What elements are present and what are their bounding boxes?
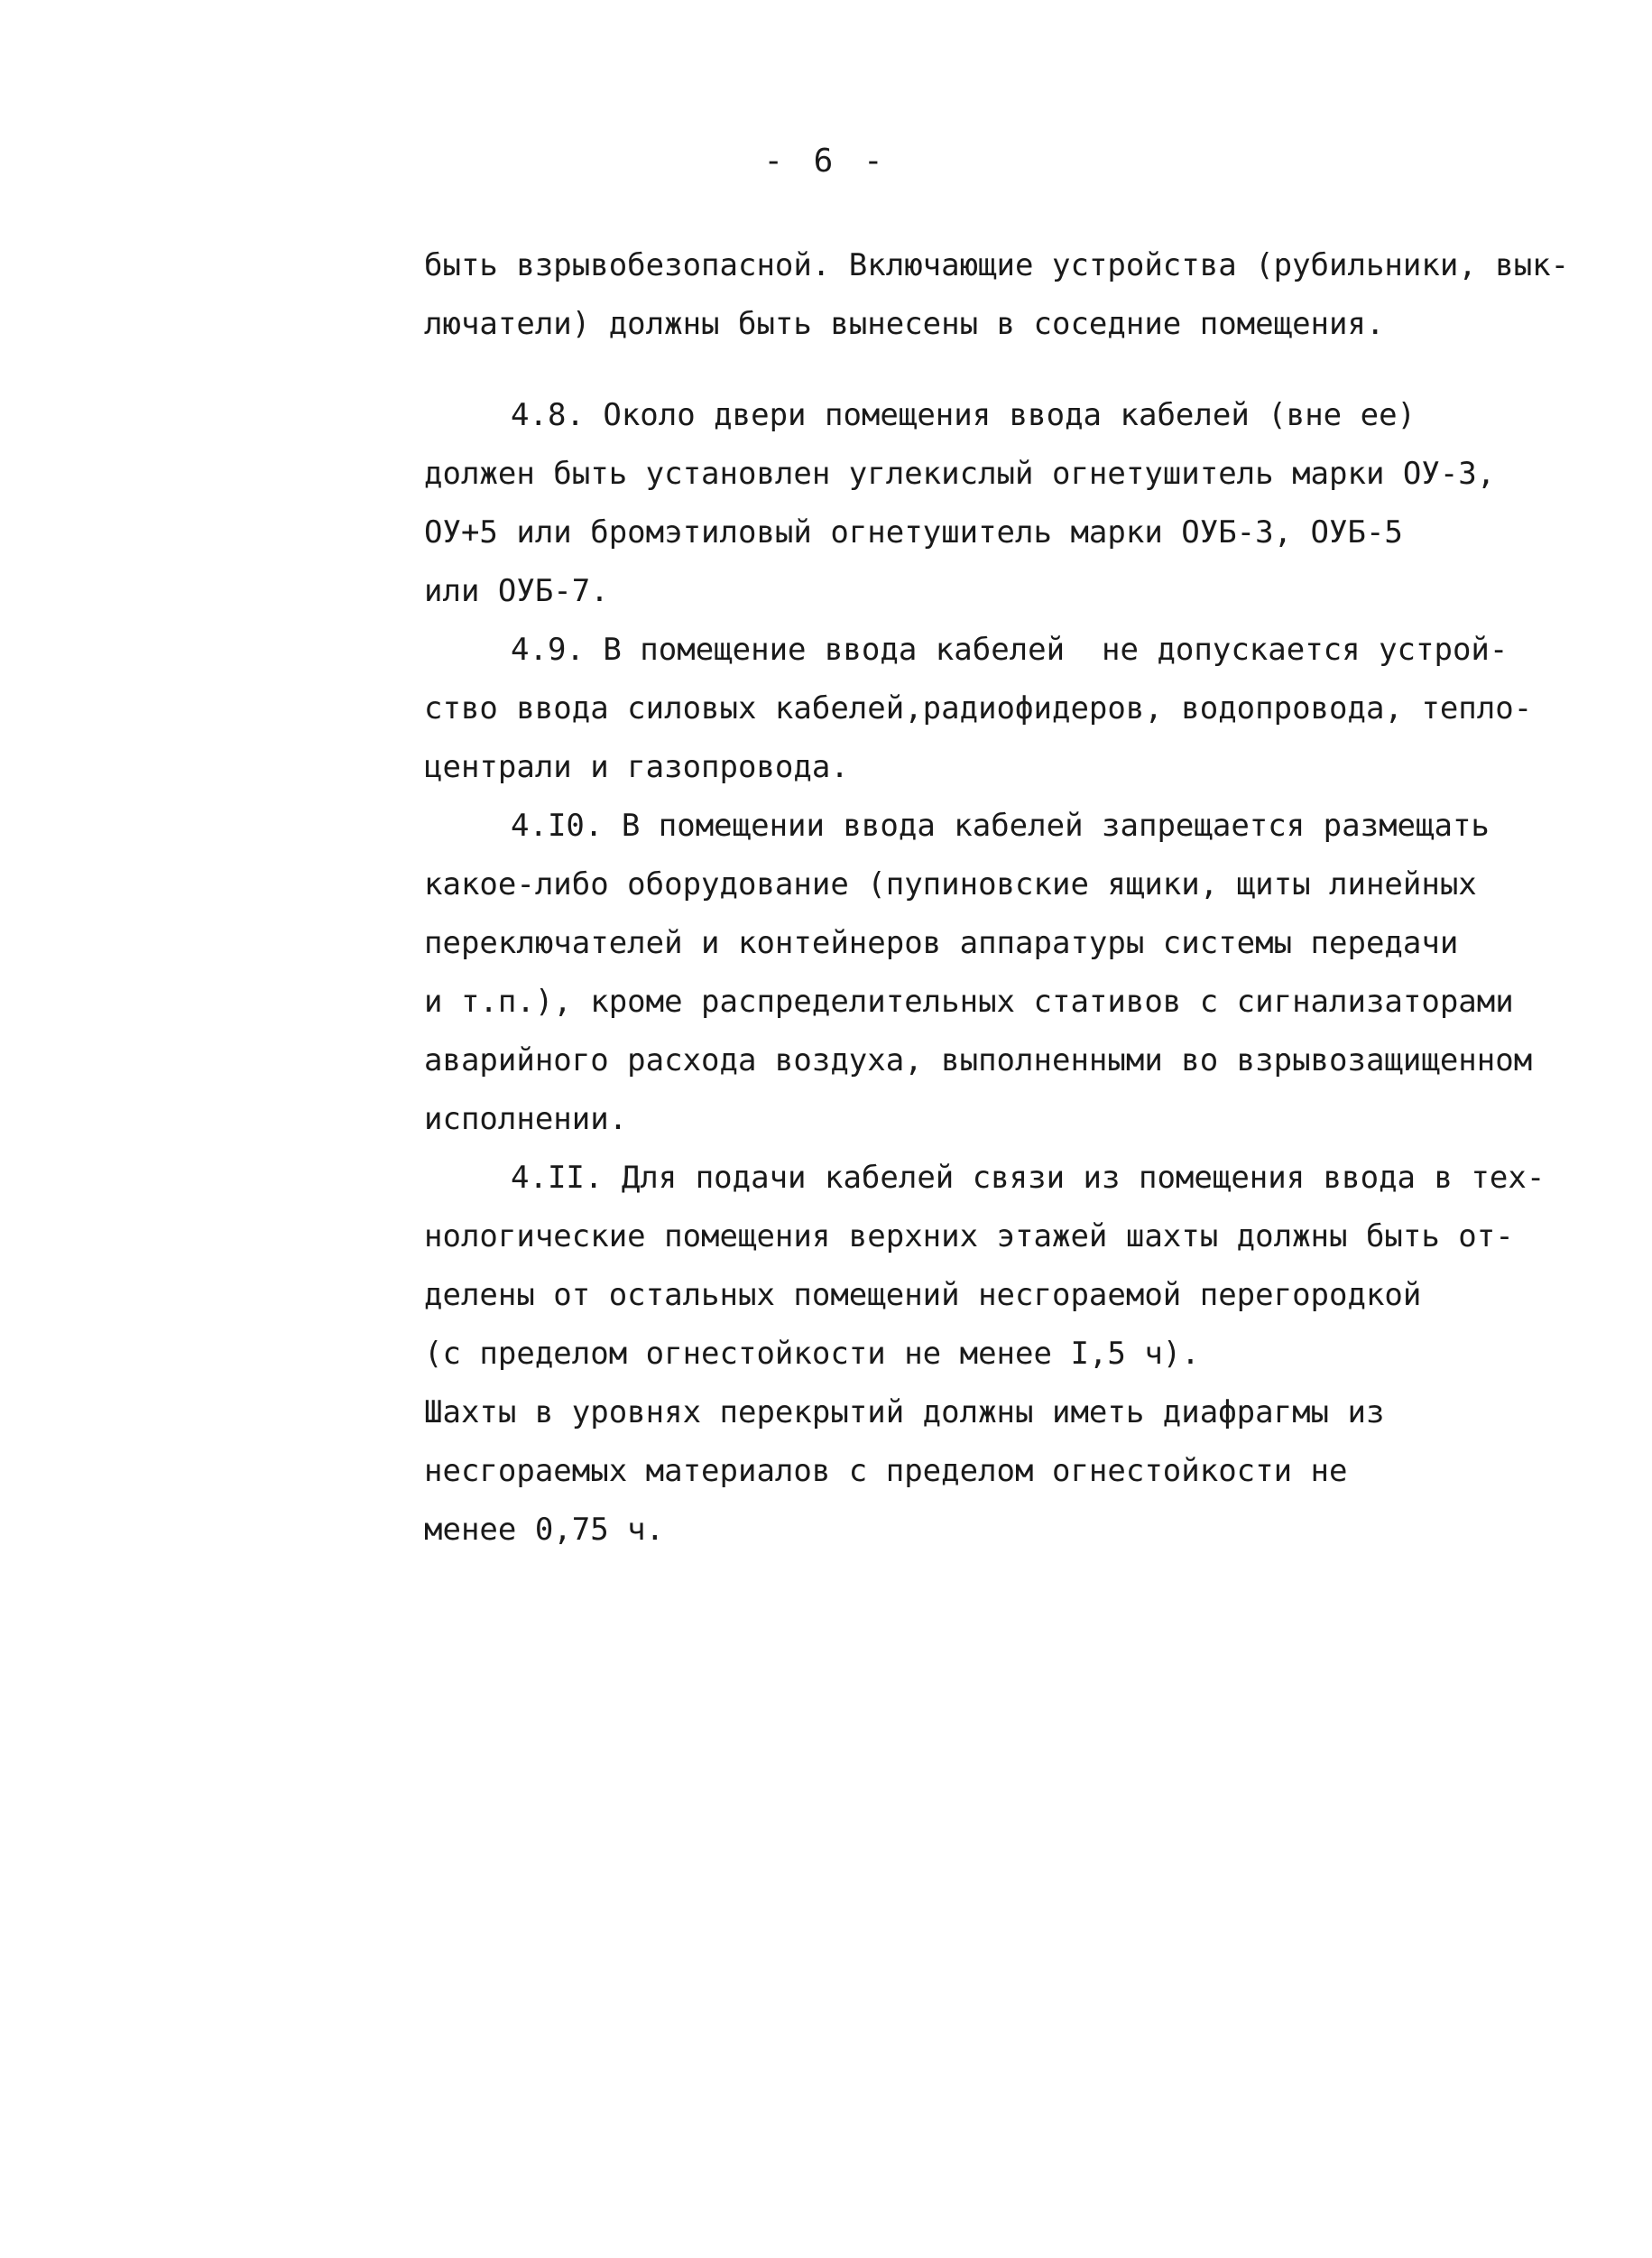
text-line: быть взрывобезопасной. Включающие устройства (рубильники, вык-: [424, 247, 1570, 283]
paragraph-gap: [424, 354, 1552, 386]
text-line: или ОУБ-7.: [424, 573, 609, 609]
paragraph-4-11: [424, 1149, 1552, 1559]
text-line: (с пределом огнестойкости не менее I,5 ч).: [424, 1336, 1200, 1372]
paragraph-4-9: [424, 621, 1552, 797]
text-line: Шахты в уровнях перекрытий должны иметь диафрагмы из: [424, 1394, 1385, 1430]
text-line: ОУ+5 или бромэтиловый огнетушитель марки ОУБ-3, ОУБ-5: [424, 514, 1403, 551]
text-line: ство ввода силовых кабелей,радиофидеров, водопровода, тепло-: [424, 690, 1533, 726]
text-line: какое-либо оборудование (пупиновские ящики, щиты линейных: [424, 866, 1477, 902]
text-line: должен быть установлен углекислый огнетушитель марки ОУ-3,: [424, 456, 1496, 492]
page-number: - 6 -: [763, 143, 889, 180]
text-line: централи и газопровода.: [424, 749, 849, 785]
document-body: [424, 236, 1570, 1559]
text-line: 4.I0. В помещении ввода кабелей запрещается размещать: [511, 808, 1490, 844]
text-line: 4.II. Для подачи кабелей связи из помещения ввода в тех-: [511, 1160, 1546, 1196]
text-line: нологические помещения верхних этажей шахты должны быть от-: [424, 1218, 1514, 1254]
text-line: менее 0,75 ч.: [424, 1512, 665, 1548]
text-line: несгораемых материалов с пределом огнестойкости не: [424, 1453, 1348, 1489]
text-line: исполнении.: [424, 1101, 628, 1137]
text-line: лючатели) должны быть вынесены в соседние помещения.: [424, 306, 1385, 342]
text-line: и т.п.), кроме распределительных стативов с сигнализаторами: [424, 984, 1514, 1020]
paragraph-4-8: [424, 386, 1552, 621]
paragraph-4-10: [424, 797, 1552, 1149]
text-line: делены от остальных помещений несгораемой перегородкой: [424, 1277, 1422, 1313]
text-line: 4.8. Около двери помещения ввода кабелей (вне ее): [511, 397, 1417, 433]
paragraph-continuation: [424, 236, 1570, 354]
text-line: аварийного расхода воздуха, выполненными во взрывозащищенном: [424, 1042, 1533, 1078]
text-line: переключателей и контейнеров аппаратуры системы передачи: [424, 925, 1459, 961]
text-line: 4.9. В помещение ввода кабелей не допускается устрой-: [511, 632, 1509, 668]
